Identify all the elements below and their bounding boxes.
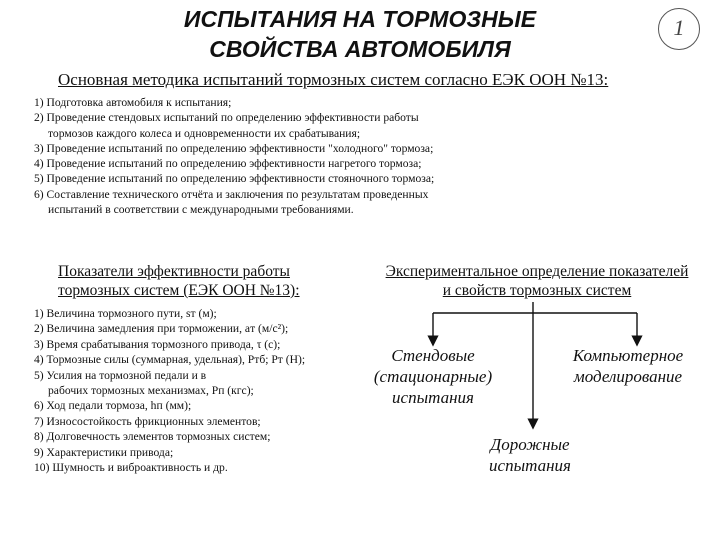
list-item-text: 3) Проведение испытаний по определению эффективности "холодного" тормоза; [34, 141, 434, 155]
computer-modeling-line2: моделирование [573, 367, 683, 386]
slide-title-line1: ИСПЫТАНИЯ НА ТОРМОЗНЫЕ [183, 6, 537, 32]
list-item-text: 1) Величина тормозного пути, sт (м); [34, 307, 217, 320]
experimental-heading-line2: и свойств тормозных систем [442, 282, 632, 299]
computer-modeling-label [553, 345, 703, 387]
list-item-text: 2) Проведение стендовых испытаний по определению эффективности работы [34, 111, 419, 125]
list-item-text: 3) Время срабатывания тормозного привода, τ (с); [34, 337, 281, 351]
list-item-text: 8) Долговечность элементов тормозных систем; [34, 430, 271, 444]
list-item-text: 10) Шумность и виброактивность и др. [34, 461, 228, 475]
computer-modeling-line1: Компьютерное [572, 346, 684, 365]
experimental-heading-line1: Экспериментальное определение показателей [385, 263, 689, 280]
bench-tests-line3: испытания [392, 388, 474, 407]
list-item-text: 5) Проведение испытаний по определению эффективности стояночного тормоза; [34, 172, 435, 186]
list-item-continuation: испытаний в соответствии с международными требованиями. [48, 203, 354, 217]
road-tests-line2: испытания [489, 456, 571, 475]
bench-tests-label [356, 345, 510, 408]
slide-number-badge: 1 [658, 8, 700, 50]
list-item-text: 5) Усилия на тормозной педали и в [34, 368, 207, 382]
list-item-text: 6) Составление технического отчёта и заключения по результатам проведенных [34, 187, 429, 201]
list-item-text: 1) Подготовка автомобиля к испытания; [34, 96, 232, 109]
list-item-text: 9) Характеристики привода; [34, 445, 174, 459]
road-tests-label [470, 434, 590, 476]
bench-tests-line1: Стендовые [391, 346, 475, 365]
road-tests-line1: Дорожные [490, 435, 570, 454]
list-item-text: 4) Тормозные силы (суммарная, удельная), Pтб; Pт (Н); [34, 353, 306, 367]
indicators-heading-line1: Показатели эффективности работы [58, 263, 290, 280]
slide-title-line2: СВОЙСТВА АВТОМОБИЛЯ [209, 36, 511, 62]
bench-tests-line2: (стационарные) [373, 367, 493, 386]
list-item-text: 7) Износостойкость фрикционных элементов; [34, 414, 261, 428]
indicators-heading-line2: тормозных систем (ЕЭК ООН №13): [58, 282, 300, 299]
list-item-text: 4) Проведение испытаний по определению эффективности нагретого тормоза; [34, 157, 422, 171]
list-item-continuation: тормозов каждого колеса и одновременности их срабатывания; [48, 126, 361, 140]
list-item-text: 2) Величина замедления при торможении, aт (м/с²); [34, 322, 289, 336]
methodology-subtitle: Основная методика испытаний тормозных систем согласно ЕЭК ООН №13: [58, 70, 609, 89]
list-item-continuation: рабочих тормозных механизмах, Pп (кгс); [48, 384, 254, 398]
list-item-text: 6) Ход педали тормоза, hп (мм); [34, 399, 192, 413]
